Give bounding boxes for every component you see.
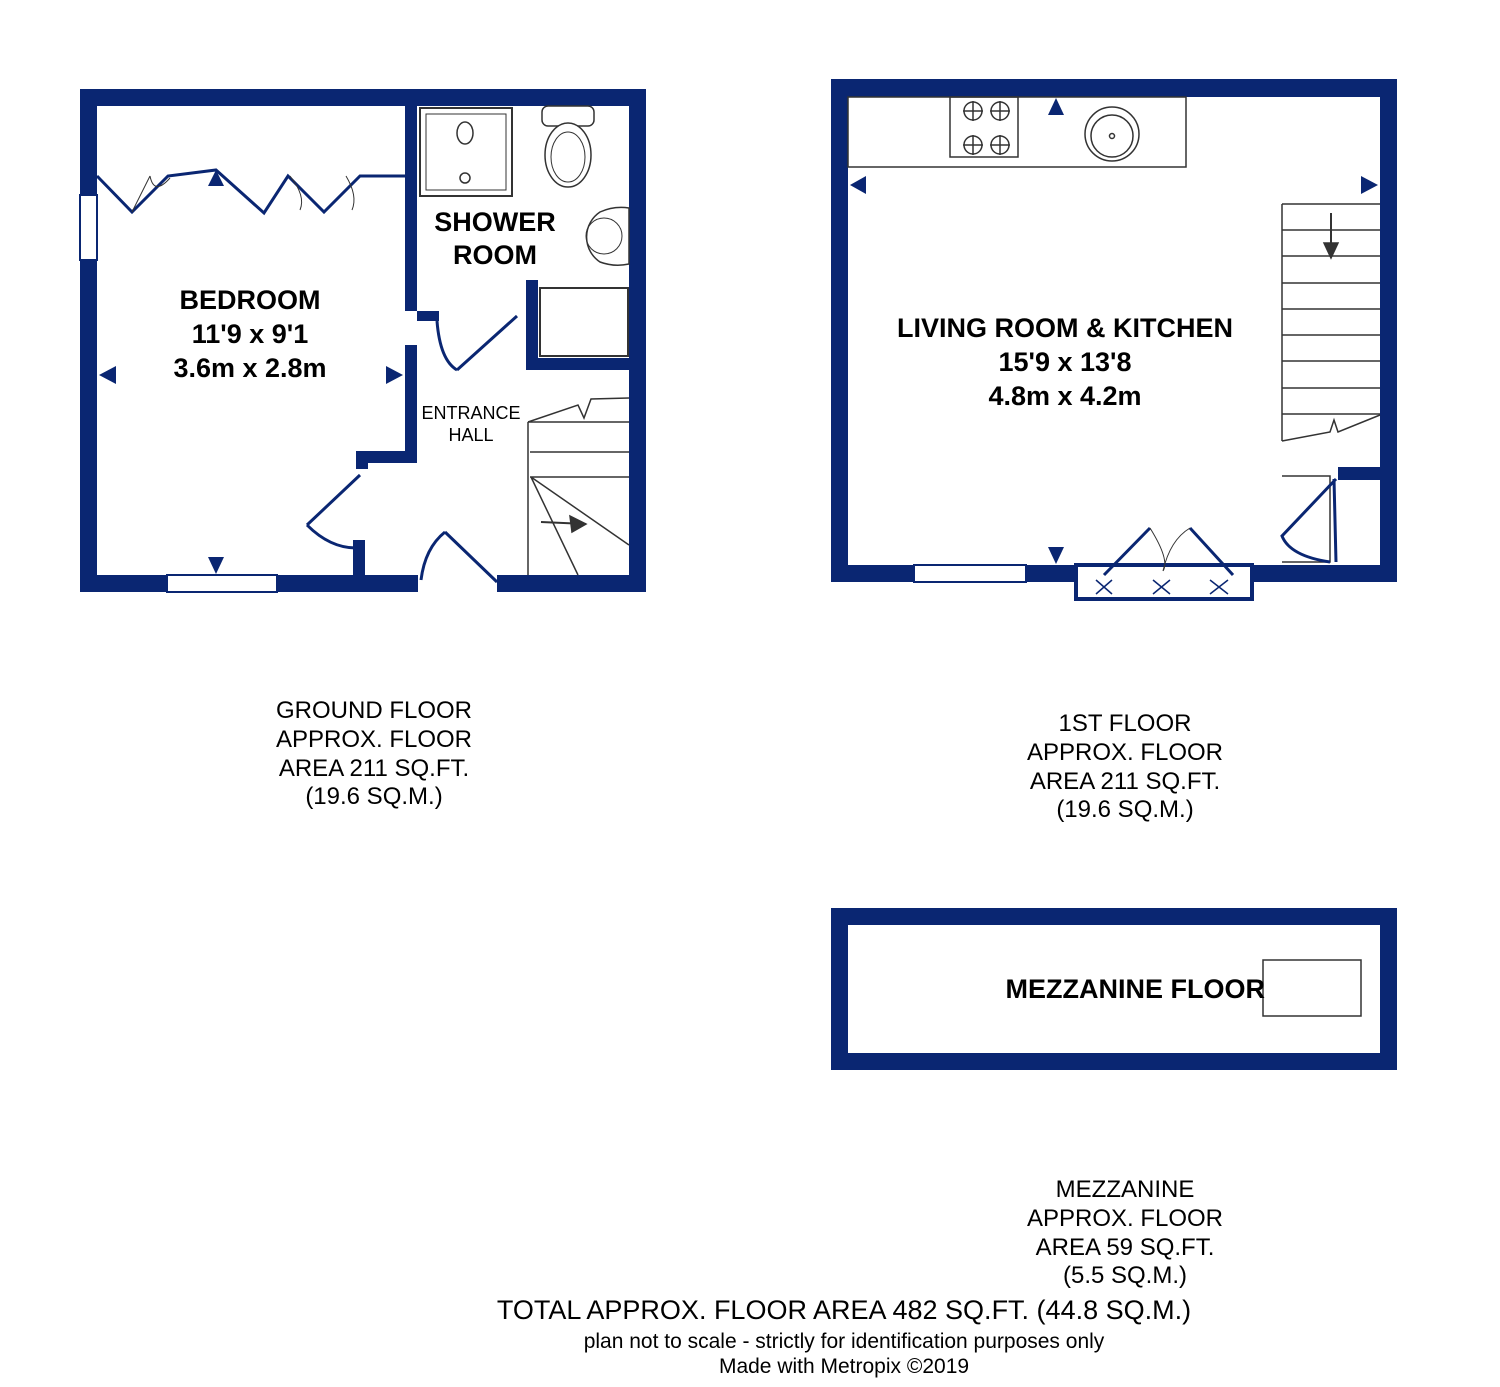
bedroom-imperial: 11'9 x 9'1 [191, 318, 309, 349]
disclaimer-text: plan not to scale - strictly for identification purposes only [583, 1330, 1105, 1353]
juliet-balcony [1076, 528, 1252, 599]
mezzanine-caption [985, 1176, 1265, 1291]
first-floor-caption [985, 710, 1265, 825]
mezzanine-line4: (5.5 SQ.M.) [1062, 1262, 1188, 1290]
living-kitchen-label [860, 312, 1270, 413]
bedroom-window-bottom [167, 575, 277, 592]
total-floor-area: TOTAL APPROX. FLOOR AREA 482 SQ.FT. (44.8 SQ.M.) [496, 1295, 1192, 1325]
mezzanine-line1: MEZZANINE [1055, 1176, 1195, 1203]
front-door [421, 532, 497, 582]
shower-room-door [437, 316, 517, 370]
ground-floor-line1: GROUND FLOOR [275, 697, 472, 724]
ground-floor-caption [234, 697, 514, 812]
living-kitchen-name: LIVING ROOM & KITCHEN [897, 313, 1233, 343]
shower-room-line2: ROOM [453, 239, 537, 270]
bedroom-door [307, 475, 360, 548]
ground-floor-line4: (19.6 SQ.M.) [305, 783, 443, 811]
ground-floor-stairs [528, 398, 629, 575]
wardrobe-doors [97, 170, 405, 213]
entrance-hall-label [412, 403, 530, 446]
washbasin-icon [586, 207, 629, 265]
mezzanine-hatch [1263, 960, 1361, 1016]
ground-floor-line2: APPROX. FLOOR [275, 725, 473, 753]
first-floor-line4: (19.6 SQ.M.) [1056, 796, 1194, 824]
living-kitchen-metric: 4.8m x 4.2m [988, 380, 1142, 411]
shower-room-label [420, 206, 570, 272]
bedroom-label [140, 284, 360, 385]
credit-text: Made with Metropix ©2019 [718, 1355, 970, 1378]
living-room-window [914, 565, 1026, 582]
toilet-icon [542, 106, 594, 187]
bedroom-name: BEDROOM [179, 285, 321, 315]
entrance-hall-line1: ENTRANCE [421, 403, 521, 423]
mezzanine-line2: APPROX. FLOOR [1026, 1204, 1224, 1232]
first-floor-line1: 1ST FLOOR [1058, 710, 1192, 737]
first-floor-cupboard [1282, 476, 1330, 562]
shower-tray-icon [420, 108, 512, 196]
first-floor-line2: APPROX. FLOOR [1026, 738, 1224, 766]
bedroom-window-left [80, 195, 97, 260]
mezzanine-line3: AREA 59 SQ.FT. [1035, 1233, 1215, 1261]
first-floor-stairs [1282, 204, 1380, 441]
shower-room-line1: SHOWER [434, 207, 556, 237]
shower-cupboard [540, 288, 628, 356]
mezzanine-name: MEZZANINE FLOOR [1005, 974, 1265, 1004]
bedroom-metric: 3.6m x 2.8m [173, 352, 327, 383]
entrance-hall-line2: HALL [448, 424, 494, 445]
ground-floor-line3: AREA 211 SQ.FT. [278, 754, 470, 782]
living-kitchen-imperial: 15'9 x 13'8 [998, 346, 1132, 377]
mezzanine-label [960, 974, 1265, 1006]
first-floor-line3: AREA 211 SQ.FT. [1029, 767, 1221, 795]
